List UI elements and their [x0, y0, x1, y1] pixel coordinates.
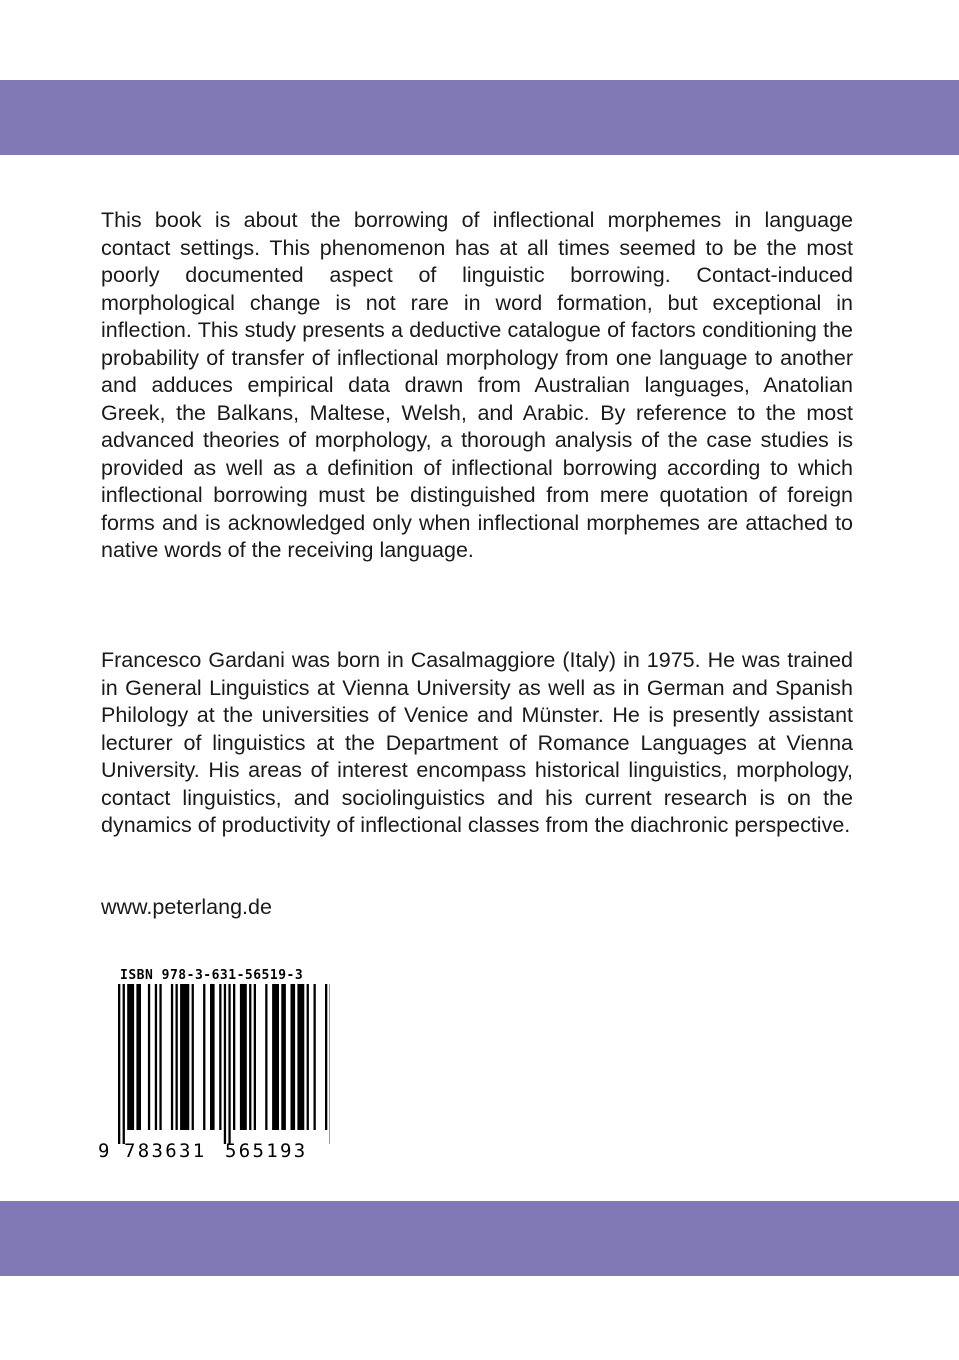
barcode-bar-18 — [249, 984, 251, 1130]
barcode-bar-12 — [210, 984, 215, 1130]
barcode-bar-2 — [127, 984, 134, 1130]
barcode-bar-23 — [291, 984, 296, 1130]
barcode-bar-9 — [180, 984, 189, 1130]
barcode-bar-20 — [265, 984, 267, 1130]
isbn-label: ISBN 978-3-631-56519-3 — [120, 968, 304, 983]
barcode-bar-5 — [155, 984, 157, 1130]
bottom-color-band — [0, 1201, 959, 1276]
barcode-bar-26 — [314, 984, 316, 1130]
barcode-bar-7 — [171, 984, 173, 1130]
barcode-bar-0 — [118, 984, 120, 1144]
barcode-bar-15 — [228, 984, 230, 1144]
barcode-bar-3 — [136, 984, 141, 1130]
barcode-bar-14 — [224, 984, 226, 1144]
ean-left-digits: 783631 — [124, 1140, 207, 1162]
barcode-bar-22 — [281, 984, 286, 1130]
barcode-bar-1 — [123, 984, 125, 1144]
barcode-bar-19 — [254, 984, 256, 1130]
ean-right-digits: 565193 — [225, 1140, 308, 1162]
publisher-website: www.peterlang.de — [101, 895, 272, 919]
isbn-barcode — [98, 968, 330, 1164]
barcode-bar-17 — [240, 984, 247, 1130]
barcode-bar-8 — [176, 984, 178, 1130]
barcode-bar-27 — [325, 984, 327, 1130]
barcode-bar-16 — [233, 984, 235, 1130]
barcode-bar-25 — [307, 984, 309, 1130]
barcode-bar-11 — [203, 984, 205, 1130]
ean-first-digit: 9 — [98, 1140, 110, 1162]
barcode-bar-4 — [148, 984, 150, 1130]
book-description: This book is about the borrowing of inflectional morphemes in language contact settings. This phenomenon has at all times seemed to be the most poorly documented aspect of linguistic borrowing. Contact-induced morphological change is not rare in word formation, but exceptional in inflection. This study presents a deductive catalogue of factors conditioning the probability of transfer of inflectional morphology from one language to another and adduces empirical data drawn from Australian languages, Anatolian Greek, the Balkans, Maltese, Welsh, and Arabic. By reference to the most advanced theories of morphology, a thorough analysis of the case studies is provided as well as a definition of inflectional borrowing according to which inflectional borrowing must be distinguished from mere quotation of foreign forms and is acknowledged only when inflectional morphemes are attached to native words of the receiving language. — [101, 208, 853, 562]
barcode-bars — [98, 984, 330, 1144]
barcode-bar-24 — [297, 984, 304, 1130]
barcode-bar-6 — [159, 984, 161, 1130]
author-biography: Francesco Gardani was born in Casalmaggiore (Italy) in 1975. He was trained in General Linguistics at Vienna University as well as in German and Spanish Philology at the universities of Venice and Münster. He is presently assistant lecturer of linguistics at the Department of Romance Languages at Vienna University. His areas of interest encompass historical linguistics, morphology, contact linguistics, and sociolinguistics and his current research is on the dynamics of productivity of inflectional classes from the diachronic perspective. — [101, 648, 853, 837]
barcode-bar-21 — [272, 984, 279, 1130]
top-color-band — [0, 80, 959, 155]
barcode-bar-13 — [219, 984, 221, 1130]
barcode-bar-10 — [192, 984, 194, 1130]
